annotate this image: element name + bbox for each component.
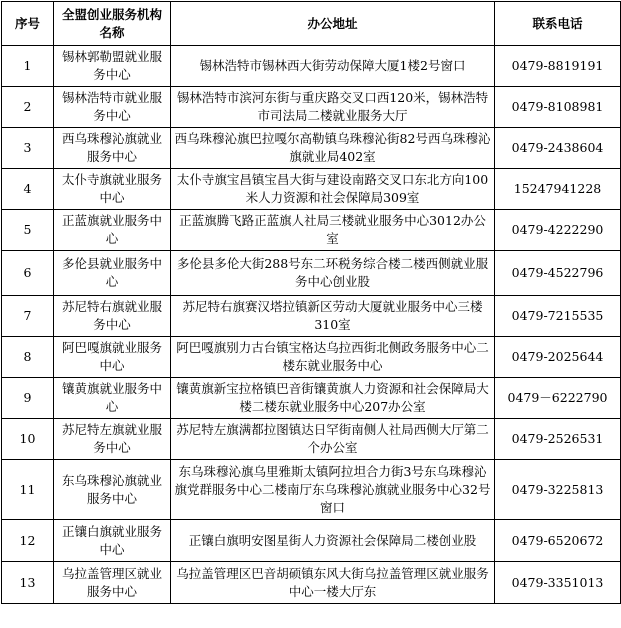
- row-phone: 0479-2526531: [495, 419, 621, 460]
- row-no: 2: [2, 87, 54, 128]
- table-row: [2, 210, 621, 251]
- row-no: 13: [2, 562, 54, 604]
- row-no: 8: [2, 337, 54, 378]
- row-name: 正镶白旗就业服务中心: [54, 520, 171, 562]
- row-name: 多伦县就业服务中心: [54, 251, 171, 296]
- row-phone: 0479－6222790: [495, 378, 621, 419]
- row-no: 7: [2, 296, 54, 337]
- row-phone: 0479-3351013: [495, 562, 621, 604]
- row-name: 阿巴嘎旗就业服务中心: [54, 337, 171, 378]
- table-row: [2, 128, 621, 169]
- row-no: 3: [2, 128, 54, 169]
- table-row: [2, 460, 621, 520]
- row-name: 乌拉盖管理区就业服务中心: [54, 562, 171, 604]
- row-phone: 0479-3225813: [495, 460, 621, 520]
- row-phone: 15247941228: [495, 169, 621, 210]
- row-name: 苏尼特左旗就业服务中心: [54, 419, 171, 460]
- row-name: 锡林浩特市就业服务中心: [54, 87, 171, 128]
- table-row: [2, 520, 621, 562]
- table-row: [2, 87, 621, 128]
- row-name: 锡林郭勒盟就业服务中心: [54, 46, 171, 87]
- row-no: 10: [2, 419, 54, 460]
- row-address: 苏尼特右旗赛汉塔拉镇新区劳动大厦就业服务中心三楼310室: [171, 296, 495, 337]
- table-row: [2, 562, 621, 604]
- row-address: 锡林浩特市滨河东街与重庆路交叉口西120米，锡林浩特市司法局二楼就业服务大厅: [171, 87, 495, 128]
- table-row: [2, 419, 621, 460]
- row-phone: 0479-8819191: [495, 46, 621, 87]
- table-row: [2, 378, 621, 419]
- header-name: 全盟创业服务机构名称: [54, 2, 171, 46]
- row-address: 正镶白旗明安图星街人力资源社会保障局二楼创业股: [171, 520, 495, 562]
- row-phone: 0479-4222290: [495, 210, 621, 251]
- row-address: 锡林浩特市锡林西大街劳动保障大厦1楼2号窗口: [171, 46, 495, 87]
- row-address: 东乌珠穆沁旗乌里雅斯太镇阿拉坦合力街3号东乌珠穆沁旗党群服务中心二楼南厅东乌珠穆沁旗就业服务中心32号窗口: [171, 460, 495, 520]
- row-address: 乌拉盖管理区巴音胡硕镇东风大街乌拉盖管理区就业服务中心一楼大厅东: [171, 562, 495, 604]
- row-address: 多伦县多伦大街288号东二环税务综合楼二楼西侧就业服务中心创业股: [171, 251, 495, 296]
- row-phone: 0479-6520672: [495, 520, 621, 562]
- row-phone: 0479-7215535: [495, 296, 621, 337]
- row-no: 12: [2, 520, 54, 562]
- row-no: 1: [2, 46, 54, 87]
- table-row: [2, 46, 621, 87]
- header-no: 序号: [2, 2, 54, 46]
- row-name: 东乌珠穆沁旗就业服务中心: [54, 460, 171, 520]
- header-phone: 联系电话: [495, 2, 621, 46]
- row-no: 5: [2, 210, 54, 251]
- header-address: 办公地址: [171, 2, 495, 46]
- row-no: 6: [2, 251, 54, 296]
- row-phone: 0479-2025644: [495, 337, 621, 378]
- table-row: [2, 169, 621, 210]
- job-service-table: [1, 1, 621, 604]
- row-phone: 0479-8108981: [495, 87, 621, 128]
- table-row: [2, 337, 621, 378]
- row-phone: 0479-2438604: [495, 128, 621, 169]
- row-address: 苏尼特左旗满都拉图镇达日罕街南侧人社局西侧大厅第二个办公室: [171, 419, 495, 460]
- row-phone: 0479-4522796: [495, 251, 621, 296]
- row-address: 西乌珠穆沁旗巴拉嘎尔高勒镇乌珠穆沁街82号西乌珠穆沁旗就业局402室: [171, 128, 495, 169]
- table-row: [2, 251, 621, 296]
- row-name: 苏尼特右旗就业服务中心: [54, 296, 171, 337]
- row-name: 镶黄旗就业服务中心: [54, 378, 171, 419]
- row-name: 西乌珠穆沁旗就业服务中心: [54, 128, 171, 169]
- table-row: [2, 296, 621, 337]
- row-no: 11: [2, 460, 54, 520]
- row-name: 正蓝旗就业服务中心: [54, 210, 171, 251]
- header-row: [2, 2, 621, 46]
- row-address: 阿巴嘎旗别力古台镇宝格达乌拉西街北侧政务服务中心二楼东就业服务中心: [171, 337, 495, 378]
- row-no: 9: [2, 378, 54, 419]
- row-name: 太仆寺旗就业服务中心: [54, 169, 171, 210]
- row-no: 4: [2, 169, 54, 210]
- row-address: 太仆寺旗宝昌镇宝昌大街与建设南路交叉口东北方向100米人力资源和社会保障局309室: [171, 169, 495, 210]
- row-address: 镶黄旗新宝拉格镇巴音街镶黄旗人力资源和社会保障局大楼二楼东就业服务中心207办公室: [171, 378, 495, 419]
- row-address: 正蓝旗腾飞路正蓝旗人社局三楼就业服务中心3012办公室: [171, 210, 495, 251]
